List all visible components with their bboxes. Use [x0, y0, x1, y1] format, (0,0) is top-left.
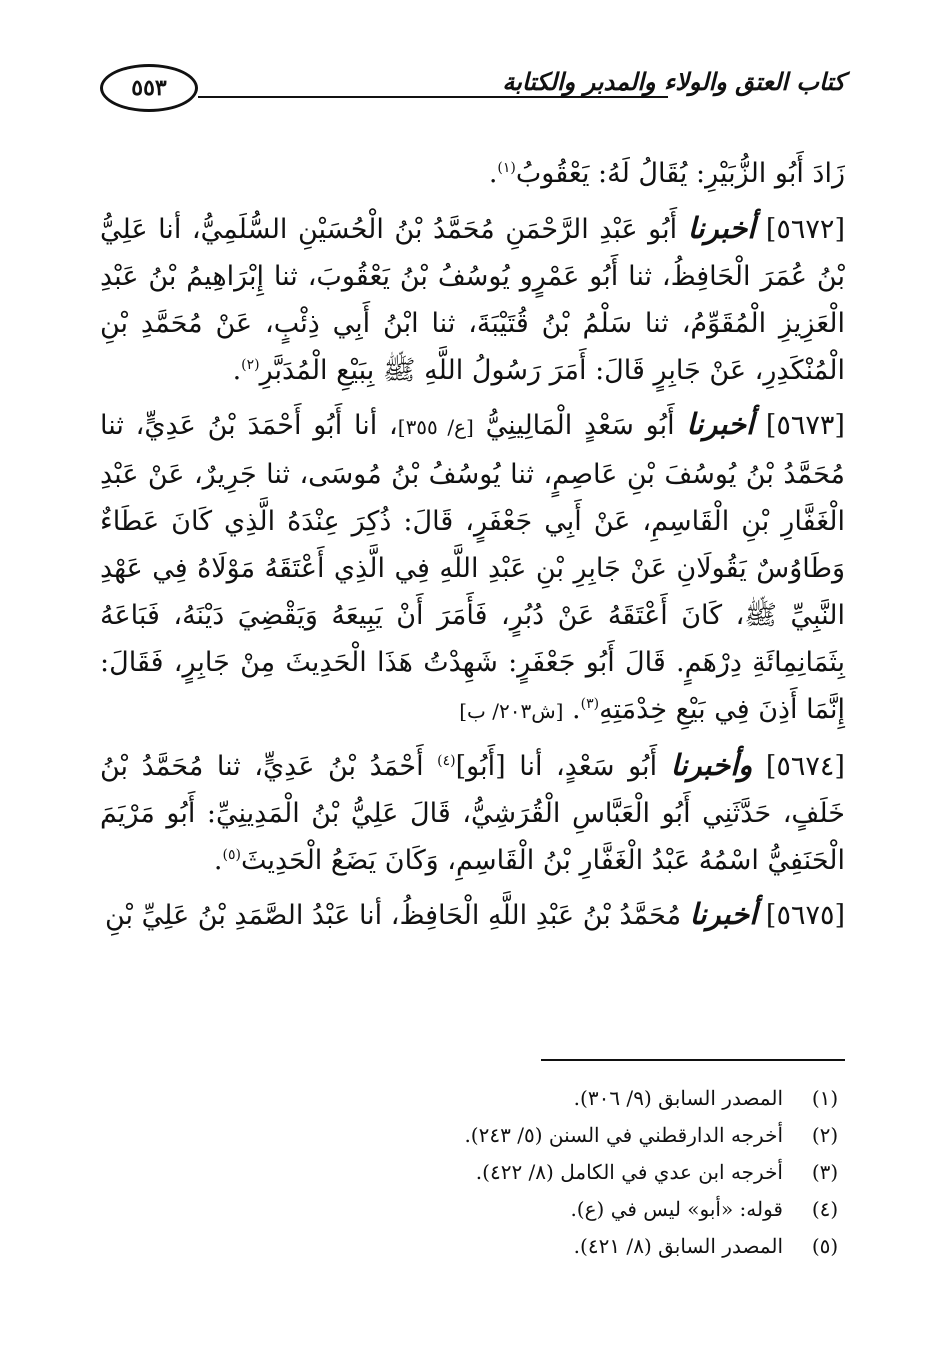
hadith-5675 — [100, 891, 845, 939]
paragraph-end: . — [572, 694, 581, 725]
hadith-keyword: أخبرنا — [686, 407, 755, 441]
footnote-item — [100, 1080, 845, 1117]
footnote-text: قوله: «أبو» ليس في (ع). — [570, 1197, 783, 1221]
hadith-number: [٥٦٧٢] — [765, 214, 845, 245]
footnote-item — [100, 1154, 845, 1191]
hadith-text: أَبُو عَبْدِ الرَّحْمَنِ مُحَمَّدُ بْنُ الْحُسَيْنِ السُّلَمِيُّ، أنا عَلِيُّ بْنُ عُمَرَ الْحَافِظُ، ثنا أَبُو عَمْرٍو يُوسُفُ بْنُ يَعْقُوبَ، ثنا إِبْرَاهِيمُ بْنُ عَبْدِ الْعَزِيزِ الْمُقَوِّمُ، ثنا سَلْمُ بْنُ قُتَيْبَةَ، ثنا ابْنُ أَبِي ذِئْبٍ، عَنْ مُحَمَّدِ بْنِ الْمُنْكَدِرِ، عَنْ جَابِرٍ قَالَ: أَمَرَ رَسُولُ اللَّهِ ﷺ بِبَيْعِ الْمُدَبَّرِ — [100, 214, 845, 386]
footnote-number: (٣) — [811, 1160, 839, 1184]
hadith-5673 — [100, 401, 845, 735]
footnote-text: المصدر السابق (٩/ ٣٠٦). — [573, 1086, 783, 1110]
footnote-number: (٤) — [811, 1197, 839, 1221]
hadith-5674 — [100, 742, 845, 884]
manuscript-reference: [ش٢٠٣/ ب] — [459, 699, 564, 723]
manuscript-reference: [ع/ ٣٥٥] — [397, 415, 474, 439]
footnote-text: أخرجه الدارقطني في السنن (٥/ ٢٤٣). — [464, 1123, 783, 1147]
footnote-marker: (٤) — [437, 753, 456, 769]
footnote-marker: (٢) — [241, 357, 260, 373]
hadith-text: أَبُو سَعْدٍ، أنا [أَبُو] — [455, 751, 658, 782]
paragraph-end: . — [232, 355, 242, 386]
hadith-text: أَبُو سَعْدٍ الْمَالِينِيُّ — [485, 410, 675, 441]
paragraph-text: زَادَ أَبُو الزُّبَيْرِ: يُقَالُ لَهُ: يَعْقُوبُ — [515, 158, 845, 189]
hadith-text: ، أنا أَبُو أَحْمَدَ بْنُ عَدِيٍّ، ثنا مُحَمَّدُ بْنُ يُوسُفَ بْنِ عَاصِمٍ، ثنا يُوسُفُ بْنُ مُوسَى، ثنا جَرِيرٌ، عَنْ عَبْدِ الْغَفَّارِ بْنِ الْقَاسِمِ، عَنْ أَبِي جَعْفَرٍ، قَالَ: ذُكِرَ عِنْدَهُ الَّذِي كَانَ عَطَاءٌ وَطَاوُسٌ يَقُولَانِ عَنْ جَابِرِ بْنِ عَبْدِ اللَّهِ فِي الَّذِي أَعْتَقَهُ مَوْلَاهُ فِي عَهْدِ النَّبِيِّ ﷺ، كَانَ أَعْتَقَهُ عَنْ دُبُرٍ، فَأَمَرَ أَنْ يَبِيعَهُ وَيَقْضِيَ دَيْنَهُ، فَبَاعَهُ بِثَمَانِمِائَةِ دِرْهَمٍ. قَالَ أَبُو جَعْفَرٍ: شَهِدْتُ هَذَا الْحَدِيثَ مِنْ جَابِرٍ، فَقَالَ: إِنَّمَا أَذِنَ فِي بَيْعِ خِدْمَتِهِ — [100, 410, 845, 725]
hadith-keyword: وأخبرنا — [670, 748, 753, 782]
paragraph-end: . — [213, 845, 223, 876]
footnote-number: (٥) — [811, 1234, 839, 1258]
hadith-text: أَحْمَدُ بْنُ عَدِيٍّ، ثنا مُحَمَّدُ بْنُ خَلَفٍ، حَدَّثَنِي أَبُو الْعَبَّاسِ الْقُرَشِيُّ، قَالَ عَلِيُّ بْنُ الْمَدِينِيِّ: أَبُو مَرْيَمَ الْحَنَفِيُّ اسْمُهُ عَبْدُ الْغَفَّارِ بْنُ الْقَاسِمِ، وَكَانَ يَضَعُ الْحَدِيثَ — [100, 751, 845, 876]
paragraph-intro — [100, 150, 845, 197]
footnote-marker: (٥) — [222, 847, 241, 863]
page-number: ٥٥٣ — [100, 64, 198, 112]
footnote-marker: (١) — [497, 160, 516, 176]
footnote-item — [100, 1117, 845, 1154]
hadith-number: [٥٦٧٥] — [765, 900, 845, 931]
footnote-separator — [541, 1059, 845, 1061]
page-header — [100, 62, 845, 132]
hadith-text: مُحَمَّدُ بْنُ عَبْدِ اللَّهِ الْحَافِظُ، أنا عَبْدُ الصَّمَدِ بْنُ عَلِيِّ بْنِ — [104, 900, 682, 931]
main-text — [100, 150, 845, 946]
book-title: كتاب العتق والولاء والمدبر والكتابة — [502, 67, 845, 96]
hadith-keyword: أخبرنا — [687, 211, 756, 245]
footnote-marker: (٣) — [580, 696, 600, 712]
footnote-number: (١) — [811, 1086, 839, 1110]
footnote-item — [100, 1191, 845, 1228]
hadith-number: [٥٦٧٤] — [765, 751, 845, 782]
paragraph-end: . — [488, 158, 498, 189]
footnote-item — [100, 1228, 845, 1265]
footnotes — [100, 1080, 845, 1265]
footnote-number: (٢) — [811, 1123, 839, 1147]
footnote-text: المصدر السابق (٨/ ٤٢١). — [573, 1234, 783, 1258]
hadith-keyword: أخبرنا — [689, 897, 758, 931]
hadith-5672 — [100, 205, 845, 394]
footnote-text: أخرجه ابن عدي في الكامل (٨/ ٤٢٢). — [475, 1160, 783, 1184]
hadith-number: [٥٦٧٣] — [765, 410, 845, 441]
